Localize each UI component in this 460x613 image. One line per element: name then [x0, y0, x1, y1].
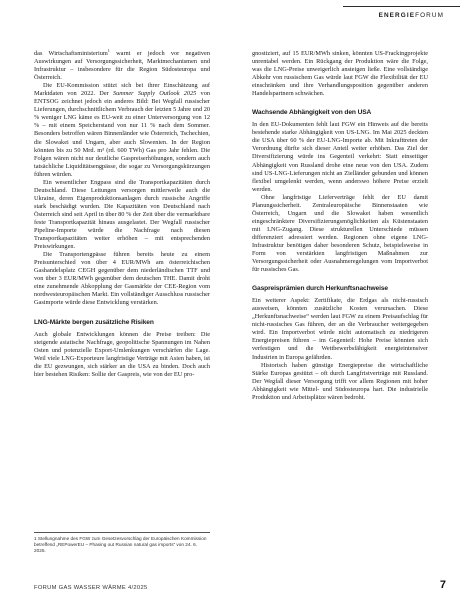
header-brand-prefix: ENERGIE [378, 12, 416, 19]
left-paragraph-4: Die Transportengpässe führen bereits heute zu einem Preisunterschied von über 4 EUR/MWh am österreichischen Gashandelsplatz CEGH gegenüber dem niederländischen TTF und von über 3 EUR/MWh gegenüber dem deutschen THE. Damit droht eine zunehmende Abkopplung der Gasmärkte der CEE-Region vom nordwesteuropäischen Markt. Ein vollständiger Ausschluss russischer Gasimporte würde diese Entwicklung verstärken. [34, 251, 210, 307]
section-heading-lng: LNG-Märkte bergen zusätzliche Risiken [34, 318, 154, 326]
left-paragraph-5: Auch globale Entwicklungen können die Preise treiben: Die steigende asiatische Nachfrage, geopolitische Spannungen im Nahen Osten und potenzielle Export-Umlenkungen verschärfen die Lage. Weil viele LNG-Exporteure langfristige Verträge mit Asien haben, ist die EU gezwungen, sich stärker an die USA zu binden. Doch auch hier bestehen Risiken: Sollte der Gaspreis, wie von der EU pro- [34, 330, 210, 378]
footer-journal: FORUM GAS WASSER WÄRME 4/2025 [34, 585, 148, 591]
section-heading-herkunft: Gaspreisprämien durch Herkunftsnachweise [252, 285, 388, 293]
right-paragraph-3: Ohne langfristige Lieferverträge fehlt der EU damit Planungssicherheit. Zentraleuropäische Binnenstaaten wie Österreich, Ungarn und die Slowakei haben wesentlich eingeschränktere Diversifizierungsmöglichkeiten als Küstenstaaten mit LNG-Zugang. Diese strukturellen Unterschiede müssen differenziert adressiert werden. Regionen ohne eigene LNG-Infrastruktur benötigen daher besonderen Schutz, beispielsweise in Form von verstärkten langfristigen Maßnahmen zur Versorgungssicherheit oder Ausnahmeregelungen vom Importverbot für russisches Gas. [252, 193, 428, 274]
section-heading-usa: Wachsende Abhängigkeit von den USA [252, 109, 372, 117]
left-paragraph-2-rest: von ENTSOG zeichnet jedoch ein anderes Bild: Bei Wegfall russischer Lieferungen, durchschnittlichem Verbrauch der letzten 5 Jahre und 20 % weniger LNG käme es EU-weit zu einer Unterversorgung von 12 % – mit einem Speicherstand von nur 11 % nach dem Sommer. Besonders betroffen wären Binnenländer wie Österreich, Tschechien, die Slowakei und Ungarn, aber auch Slowenien. In der Region könnten bis zu 50 Mrd. m³ (rd. 600 TWh) Gas pro Jahr fehlen. Die Folgen wären nicht nur deutliche Gaspreiserhöhungen, sondern auch tatsächliche Liquiditätsengpässe, die sogar zu Versorgungskürzungen führen würden. [34, 90, 210, 178]
header-brand [379, 12, 444, 19]
left-paragraph-1-rest: warnt er jedoch vor negativen Auswirkungen auf Versorgungssicherheit, Marktmechanismen und Infrastruktur – insbesondere für die Region Südosteuropa und Österreich. [34, 50, 210, 82]
right-column [252, 50, 428, 402]
right-paragraph-1: gnostiziert, auf 15 EUR/MWh sinken, könnten US-Frackingprojekte unrentabel werden. Ein Rückgang der Produktion wäre die Folge, was die LNG-Preise unweigerlich ansteigen ließe. Eine vollständige Abkehr von russischem Gas würde laut FGW die Flexibilität der EU einschränken und ihre Verhandlungsposition gegenüber anderen Handelspartnern schwächen. [252, 50, 428, 98]
footnote-reference: 1 [107, 47, 110, 53]
header-rule [343, 6, 460, 7]
left-paragraph-3: Ein wesentlicher Engpass sind die Transportkapazitäten durch Deutschland. Diese Leitungen versorgen mittlerweile auch die Ukraine, deren Eigenproduktionsanlagen durch russische Angriffe stark beschädigt wurden. Die Kapazitäten von Deutschland nach Österreich sind seit April in über 80 % der Zeit über die vermarktbare feste Transportkapazität hinaus ausgelastet. Der Wegfall russischer Pipeline-Importe würde die Nachfrage nach diesen Transportkapazitäten weiter erhöhen – mit entsprechenden Preiswirkungen. [34, 178, 210, 251]
left-paragraph-2-start: Die EU-Kommission stützt sich bei ihrer Einschätzung auf Marktdaten von 2022. Der [34, 82, 210, 98]
page-number: 7 [439, 579, 446, 591]
left-paragraph-2 [34, 82, 210, 179]
right-paragraph-4: Ein weiterer Aspekt: Zertifikate, die Erdgas als nicht-russisch ausweisen, könnten zusätzliche Kosten verursachen. Diese „Herkunftsnachweise“ werden laut FGW zu einem Preisaufschlag für nicht-russisches Gas führen, der an die Verbraucher weitergegeben wird. Ein Importverbot würde nicht automatisch zu niedrigeren Energiepreisen führen – im Gegenteil: Hohe Preise könnten sich verfestigen und die Wettbewerbsfähigkeit energieintensiver Industrien in Europa gefährden. [252, 297, 428, 361]
left-column [34, 47, 210, 379]
right-paragraph-5: Historisch haben günstige Energiepreise die wirtschaftliche Stärke Europas gestützt – oft durch Langfristverträge mit Russland. Der Wegfall dieser Versorgung trifft vor allem Regionen mit hoher Abhängigkeit wie Mittel- und Südosteuropa hart. Die industrielle Produktion und Arbeitsplätze wären bedroht. [252, 361, 428, 401]
footnote: 1 Stellungnahme des FGW zum Gesetzesvorschlag der Europäischen Kommission betreffend „REPowerEU – Phasing out Russian natural gas imports“ von 24. 6. 2025. [34, 532, 210, 554]
report-title: Summer Supply Outlook 2025 [112, 90, 197, 98]
left-paragraph-1 [34, 47, 210, 82]
header-brand-suffix: FORUM [415, 12, 444, 19]
left-paragraph-1-start: das Wirtschaftsministerium [34, 50, 108, 57]
right-paragraph-2: In den EU-Dokumenten fehlt laut FGW ein Hinweis auf die bereits bestehende starke Abhängigkeit von US-LNG. Im Mai 2025 deckten die USA über 60 % der EU-LNG-Importe ab. Mit Inkrafttreten der Verordnung dürfte sich dieser Anteil weiter erhöhen. Das Ziel der Diversifizierung würde ins Gegenteil verkehrt: Statt einseitiger Abhängigkeit von Russland drohe eine neue von den USA. Zudem sind US-LNG-Lieferungen nicht an Zielländer gebunden und können flexibel umgelenkt werden, wenn anderswo höhere Preise erzielt werden. [252, 121, 428, 193]
